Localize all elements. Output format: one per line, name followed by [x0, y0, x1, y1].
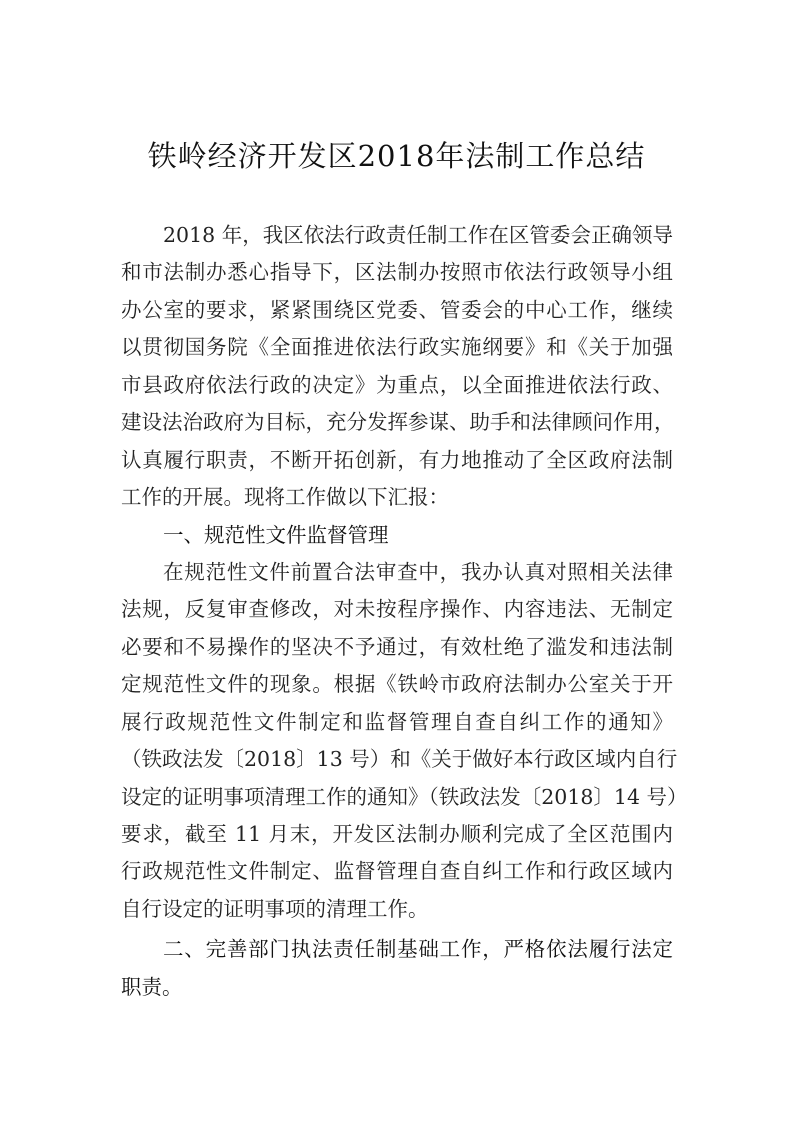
paragraph-line: 定规范性文件的现象。根据《铁岭市政府法制办公室关于开: [121, 672, 673, 697]
document-body: [121, 217, 688, 1006]
document-title: 铁岭经济开发区2018年法制工作总结: [147, 139, 646, 173]
section-heading-1: [121, 517, 673, 554]
paragraph-line: 行政规范性文件制定、监督管理自查自纠工作和行政区域内: [121, 859, 673, 884]
paragraph-line: 建设法治政府为目标，充分发挥参谋、助手和法律顾问作用，: [121, 410, 675, 435]
paragraph-line: 认真履行职责，不断开拓创新，有力地推动了全区政府法制: [121, 447, 673, 472]
paragraph-line: 市县政府依法行政的决定》为重点，以全面推进依法行政、: [121, 372, 673, 397]
section-heading-text: 职责。: [121, 974, 183, 999]
paragraph-line: 要求，截至 11 月末，开发区法制办顺利完成了全区范围内: [121, 822, 673, 846]
paragraph-line: 2018 年，我区依法行政责任制工作在区管委会正确领导: [163, 223, 673, 247]
paragraph-line: 办公室的要求，紧紧围绕区党委、管委会的中心工作，继续: [121, 297, 673, 322]
paragraph-line: 和市法制办悉心指导下，区法制办按照市依法行政领导小组: [121, 260, 673, 285]
paragraph-line: 工作的开展。现将工作做以下汇报：: [121, 485, 449, 510]
paragraph-line: （铁政法发〔2018〕13 号）和《关于做好本行政区域内自行: [121, 747, 678, 772]
paragraph-line: 法规，反复审查修改，对未按程序操作、内容违法、无制定: [121, 597, 673, 622]
paragraph-line: 在规范性文件前置合法审查中，我办认真对照相关法律: [163, 559, 673, 584]
paragraph-line: 以贯彻国务院《全面推进依法行政实施纲要》和《关于加强: [121, 335, 673, 360]
section-heading-text: 一、规范性文件监督管理: [163, 522, 389, 547]
paragraph-line: 设定的证明事项清理工作的通知》（铁政法发〔2018〕14 号）: [121, 784, 688, 809]
section-heading-2: [121, 931, 673, 1006]
section-heading-text: 二、完善部门执法责任制基础工作，严格依法履行法定: [163, 937, 673, 962]
paragraph-line: 自行设定的证明事项的清理工作。: [121, 896, 429, 921]
paragraph-line: 必要和不易操作的坚决不予通过，有效杜绝了滥发和违法制: [121, 634, 673, 659]
section-1-paragraph: [121, 554, 688, 928]
intro-paragraph: [121, 217, 673, 517]
paragraph-line: 展行政规范性文件制定和监督管理自查自纠工作的通知》: [121, 709, 673, 734]
